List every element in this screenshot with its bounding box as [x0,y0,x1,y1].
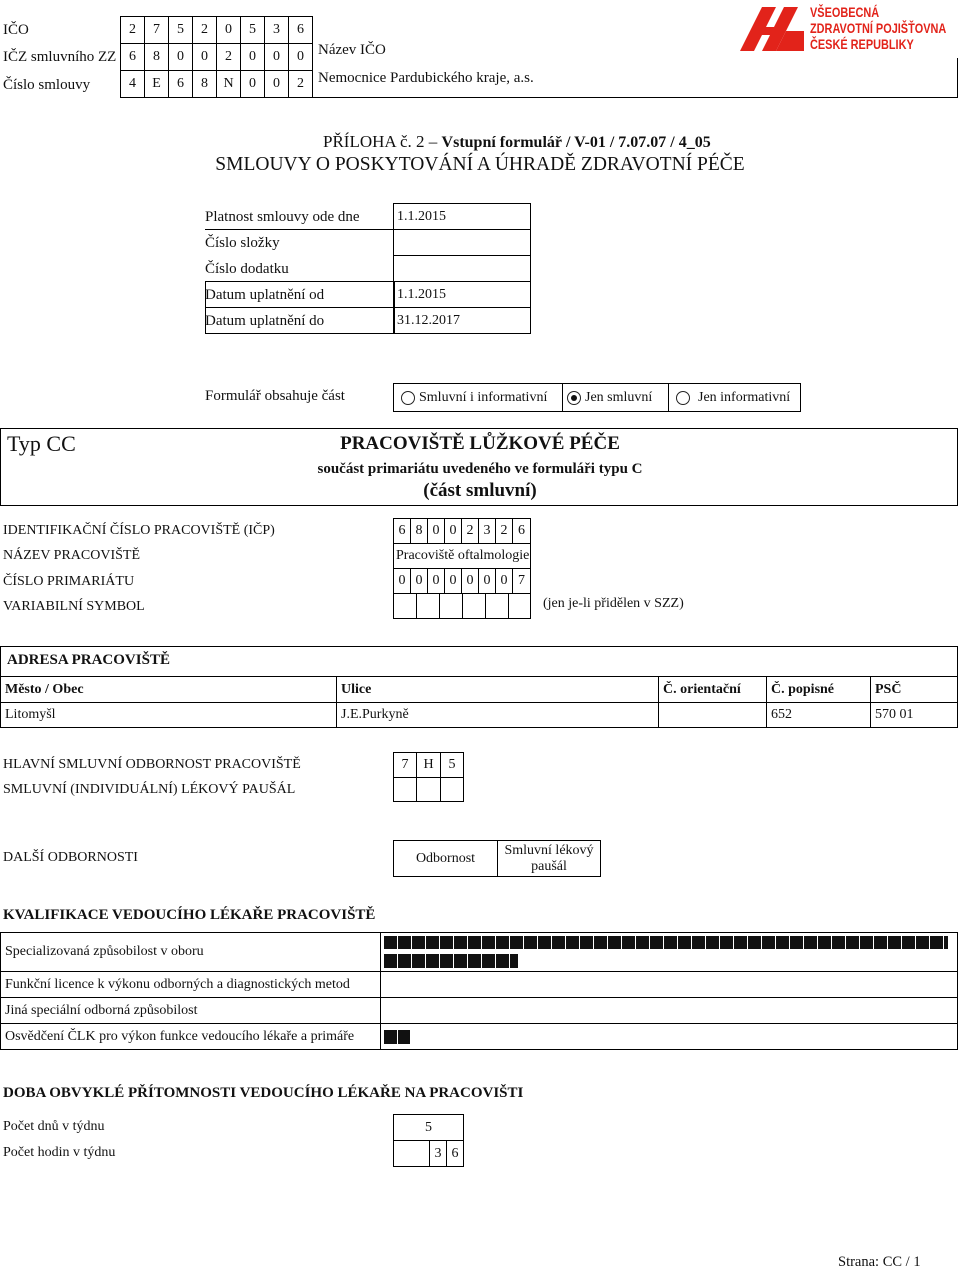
variable-symbol-digit [508,593,531,619]
name-box-bottom-line [312,97,958,98]
variable-symbol-digit [485,593,509,619]
other-specialties-label: DALŠÍ ODBORNOSTI [3,850,138,865]
validity-value: 1.1.2015 [393,203,531,230]
drug-allowance-char [416,777,441,802]
applied-to-label: Datum uplatnění do [205,313,325,329]
name-value: Nemocnice Pardubického kraje, a.s. [318,70,534,86]
ico-digit: 2 [120,16,145,44]
applied-from-value: 1.1.2015 [393,281,531,308]
icz-digit: 0 [192,43,217,71]
workplace-name-value: Pracoviště oftalmologie [393,543,531,569]
header-postal-code: PSČ [870,676,958,703]
radio-contract-only [567,391,581,405]
header-city: Město / Obec [0,676,337,703]
qualification-row-value [380,1023,958,1050]
redaction-bar [384,954,518,968]
contract-digit: 2 [288,70,313,98]
folder-number-label: Číslo složky [205,235,280,251]
city-value: Litomyšl [0,702,337,728]
name-box-right-line [957,58,958,98]
redaction-bar [384,1030,410,1044]
hours-digit: 3 [429,1140,447,1167]
applied-from-label: Datum uplatnění od [205,287,325,303]
qualification-row-label: Osvědčení ČLK pro výkon funkce vedoucího lékaře a primáře [0,1023,381,1050]
qualification-title: KVALIFIKACE VEDOUCÍHO LÉKAŘE PRACOVIŠTĚ [3,907,376,923]
qualification-row-value [380,997,958,1024]
drug-allowance-char [393,777,417,802]
name-label: Název IČO [318,42,386,58]
contract-digit: 0 [240,70,265,98]
icp-digit: 2 [495,518,513,544]
section-subheading: součást primariátu uvedeného ve formuláři typu C [317,461,643,477]
primariat-digit: 0 [427,568,445,594]
col-specialty: Odbornost [393,840,498,877]
radio-contract-and-informative [401,391,415,405]
contract-digit: E [144,70,169,98]
logo-line-1: VŠEOBECNÁ [810,4,880,20]
variable-symbol-digit [439,593,463,619]
workplace-name-label: NÁZEV PRACOVIŠTĚ [3,548,141,563]
vzp-logo-icon [740,5,804,51]
logo-line-3: ČESKÉ REPUBLIKY [810,36,914,52]
contract-digit: 6 [168,70,193,98]
days-per-week-value: 5 [393,1114,464,1141]
icp-digit: 0 [427,518,445,544]
attachment-title [323,132,711,153]
header-house-number: Č. popisné [766,676,871,703]
option-label: Smluvní i informativní [419,390,548,405]
contract-digit: 8 [192,70,217,98]
hours-digit [393,1140,430,1167]
main-specialty-label: HLAVNÍ SMLUVNÍ ODBORNOST PRACOVIŠTĚ [3,757,301,772]
qualification-row-label: Funkční licence k výkonu odborných a diagnostických metod [0,971,381,998]
postal-code-value: 570 01 [870,702,958,728]
specialty-code-char: 7 [393,752,417,778]
logo-line-2: ZDRAVOTNÍ POJIŠŤOVNA [810,20,947,36]
icp-digit: 0 [444,518,462,544]
icz-label: IČZ smluvního ZZ [3,49,117,65]
ico-digit: 0 [216,16,241,44]
section-heading: PRACOVIŠTĚ LŮŽKOVÉ PÉČE [340,433,620,454]
page-number: Strana: CC / 1 [838,1254,921,1270]
col-drug-allowance: Smluvní lékový paušál [497,840,601,877]
radio-dot-icon [571,395,577,401]
redaction-bar [384,936,948,949]
form-type: Typ CC [7,431,76,456]
primariat-digit: 0 [444,568,462,594]
variable-symbol-note: (jen je-li přidělen v SZZ) [543,596,684,611]
address-title: ADRESA PRACOVIŠTĚ [7,652,170,668]
icz-digit: 6 [120,43,145,71]
presence-title: DOBA OBVYKLÉ PŘÍTOMNOSTI VEDOUCÍHO LÉKAŘE NA PRACOVIŠTI [3,1085,524,1101]
variable-symbol-digit [462,593,486,619]
primariat-digit: 0 [393,568,411,594]
icp-digit: 3 [478,518,496,544]
drug-allowance-label: SMLUVNÍ (INDIVIDUÁLNÍ) LÉKOVÝ PAUŠÁL [3,782,296,797]
hours-digit: 6 [446,1140,464,1167]
form-part-label: Formulář obsahuje část [205,388,345,404]
primariat-digit: 0 [478,568,496,594]
ico-digit: 6 [288,16,313,44]
specialty-code-char: H [416,752,441,778]
specialty-code-char: 5 [440,752,464,778]
icz-digit: 0 [168,43,193,71]
street-value: J.E.Purkyně [336,702,659,728]
icp-digit: 6 [512,518,531,544]
ico-digit: 5 [168,16,193,44]
primariat-digit: 0 [495,568,513,594]
folder-number-value [393,229,531,256]
qualification-row-value [380,971,958,998]
icp-digit: 6 [393,518,411,544]
header-street: Ulice [336,676,659,703]
qualification-row-label: Specializovaná způsobilost v oboru [0,932,381,972]
icz-digit: 0 [240,43,265,71]
option-label: Jen smluvní [585,390,653,405]
icp-digit: 2 [461,518,479,544]
contract-digit: 0 [264,70,289,98]
amendment-number-value [393,255,531,282]
contract-number-label: Číslo smlouvy [3,77,91,93]
ico-digit: 5 [240,16,265,44]
days-per-week-label: Počet dnů v týdnu [3,1119,105,1134]
icz-digit: 0 [288,43,313,71]
page-title: SMLOUVY O POSKYTOVÁNÍ A ÚHRADĚ ZDRAVOTNÍ PÉČE [215,154,745,175]
form-id: Vstupní formulář / V-01 / 7.07.07 / 4_05 [441,134,711,151]
variable-symbol-label: VARIABILNÍ SYMBOL [3,599,145,614]
primariat-digit: 7 [512,568,531,594]
applied-to-label-cell [205,307,395,334]
ico-digit: 2 [192,16,217,44]
variable-symbol-digit [393,593,417,619]
contract-digit: 4 [120,70,145,98]
primariat-label: ČÍSLO PRIMARIÁTU [3,574,135,589]
hours-per-week-label: Počet hodin v týdnu [3,1145,116,1160]
house-number-value: 652 [766,702,871,728]
applied-to-value: 31.12.2017 [393,307,531,334]
type-box [0,428,958,506]
contract-digit: N [216,70,241,98]
orientation-number-value [658,702,767,728]
icp-label: IDENTIFIKAČNÍ ČÍSLO PRACOVIŠTĚ (IČP) [3,523,275,538]
icz-digit: 8 [144,43,169,71]
icz-digit: 0 [264,43,289,71]
header-orientation-number: Č. orientační [658,676,767,703]
validity-row-line [205,229,395,230]
variable-symbol-digit [416,593,440,619]
primariat-digit: 0 [461,568,479,594]
icz-digit: 2 [216,43,241,71]
amendment-number-label: Číslo dodatku [205,261,289,277]
ico-digit: 3 [264,16,289,44]
section-part: (část smluvní) [423,480,537,501]
radio-informative-only [676,391,690,405]
qualification-row-label: Jiná speciální odborná způsobilost [0,997,381,1024]
applied-from-label-cell [205,281,395,308]
icp-digit: 8 [410,518,428,544]
title-dash: – [428,132,438,151]
drug-allowance-char [440,777,464,802]
primariat-digit: 0 [410,568,428,594]
ico-label: IČO [3,22,29,38]
ico-digit: 7 [144,16,169,44]
option-label: Jen informativní [698,390,791,405]
attachment-prefix: PŘÍLOHA č. 2 [323,132,425,151]
validity-label: Platnost smlouvy ode dne [205,209,360,225]
